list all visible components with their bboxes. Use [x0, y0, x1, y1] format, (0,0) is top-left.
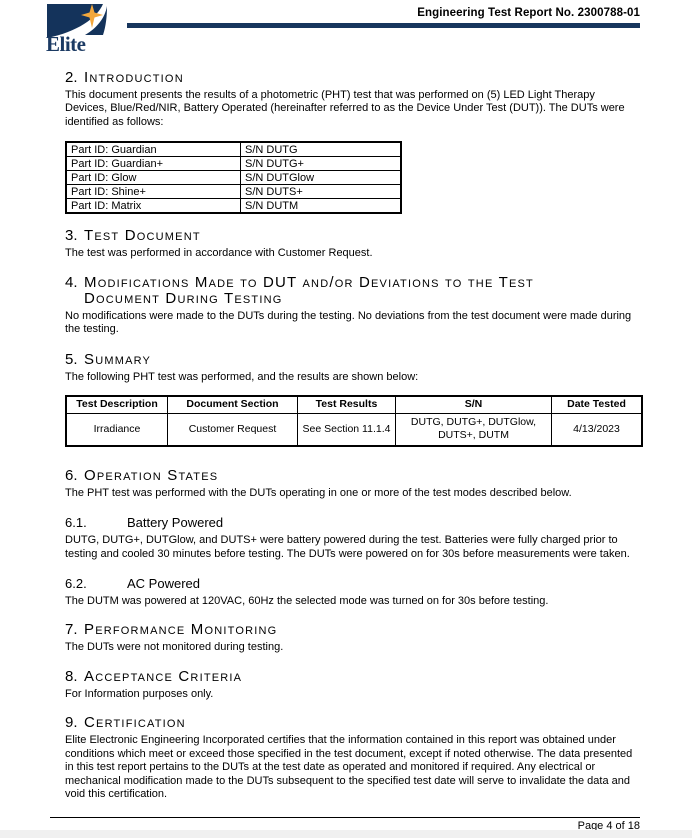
table-row	[66, 171, 401, 185]
table-row	[66, 199, 401, 214]
section-introduction-heading: 2. Introduction	[65, 69, 184, 86]
serial-cell: S/N DUTM	[241, 199, 402, 214]
section-performance-monitoring-body: The DUTs were not monitored during testing.	[65, 641, 284, 654]
footer-rule	[50, 817, 640, 818]
column-header: Date Tested	[552, 396, 643, 414]
report-title: Engineering Test Report No. 2300788-01	[417, 7, 640, 19]
section-summary-heading: 5. Summary	[65, 351, 152, 369]
subsection-battery-powered-heading: 6.1. Battery Powered	[65, 515, 224, 531]
section-acceptance-criteria-body: For Information purposes only.	[65, 687, 214, 700]
section-operation-states-body: The PHT test was performed with the DUTs operating in one or more of the test modes described below.	[65, 486, 572, 499]
table-row	[66, 413, 642, 446]
subsection-battery-powered-body: DUTG, DUTG+, DUTGlow, and DUTS+ were battery powered during the test. Batteries were fully charged prior to testing and cooled 30 minutes before testing. The DUTs were powered on for 30s before measurements were taken.	[65, 534, 630, 560]
header-rule	[127, 23, 640, 28]
section-modifications-body: No modifications were made to the DUTs during the testing. No deviations from the test document were made during the testing.	[65, 309, 632, 336]
dut-identification-table	[65, 141, 402, 214]
section-certification-heading: 9. Certification	[65, 714, 186, 732]
table-row	[66, 157, 401, 171]
column-header: Document Section	[168, 396, 298, 414]
section-operation-states-heading: 6. Operation States	[65, 466, 219, 484]
summary-results-table	[65, 395, 643, 447]
document-section-cell: Customer Request	[168, 413, 298, 446]
column-header: Test Description	[66, 396, 168, 414]
elite-logo	[45, 2, 111, 54]
part-id-cell: Part ID: Glow	[66, 171, 241, 185]
serial-numbers-cell: DUTG, DUTG+, DUTGlow, DUTS+, DUTM	[396, 413, 552, 446]
logo-wordmark: Elite	[46, 32, 86, 54]
date-tested-cell: 4/13/2023	[552, 413, 643, 446]
table-row	[66, 142, 401, 157]
table-header-row	[66, 396, 642, 414]
section-test-document-heading: 3. Test Document	[65, 227, 201, 245]
column-header: Test Results	[298, 396, 396, 414]
subsection-ac-powered-heading: 6.2. AC Powered	[65, 576, 200, 592]
table-row	[66, 185, 401, 199]
section-acceptance-criteria-heading: 8. Acceptance Criteria	[65, 667, 243, 685]
section-introduction-body: This document presents the results of a photometric (PHT) test that was performed on (5) LED Light Therapy Devices, Blue/Red/NIR, Battery Operated (hereinafter referred to as the Device Under Test (DUT)). The DUTs were identified as follows:	[65, 89, 625, 128]
section-certification-body: Elite Electronic Engineering Incorporated certifies that the information contained in this report was obtained under conditions which meet or exceed those specified in the test document, except if noted otherwise. The data presented in this test report pertains to the DUTs at the test date as operated and monitored if required. Any electrical or mechanical modification made to the DUTs subsequent to the specified test date will serve to invalidate the data and void this certification.	[65, 734, 633, 800]
column-header: S/N	[396, 396, 552, 414]
document-body	[65, 62, 640, 801]
section-performance-monitoring-heading: 7. Performance Monitoring	[65, 621, 278, 639]
part-id-cell: Part ID: Shine+	[66, 185, 241, 199]
test-results-cell: See Section 11.1.4	[298, 413, 396, 446]
subsection-ac-powered-body: The DUTM was powered at 120VAC, 60Hz the selected mode was turned on for 30s before testing.	[65, 595, 549, 608]
serial-cell: S/N DUTS+	[241, 185, 402, 199]
part-id-cell: Part ID: Guardian	[66, 142, 241, 157]
test-description-cell: Irradiance	[66, 413, 168, 446]
serial-cell: S/N DUTG+	[241, 157, 402, 171]
section-test-document-body: The test was performed in accordance with Customer Request.	[65, 247, 373, 260]
page-number: Page 4 of 18	[577, 820, 640, 830]
section-summary-body: The following PHT test was performed, and the results are shown below:	[65, 371, 419, 384]
serial-cell: S/N DUTG	[241, 142, 402, 157]
part-id-cell: Part ID: Guardian+	[66, 157, 241, 171]
section-modifications-heading: 4. Modifications Made to DUT and/or Deviations to the Test Document During Testing	[65, 273, 534, 307]
serial-cell: S/N DUTGlow	[241, 171, 402, 185]
part-id-cell: Part ID: Matrix	[66, 199, 241, 214]
